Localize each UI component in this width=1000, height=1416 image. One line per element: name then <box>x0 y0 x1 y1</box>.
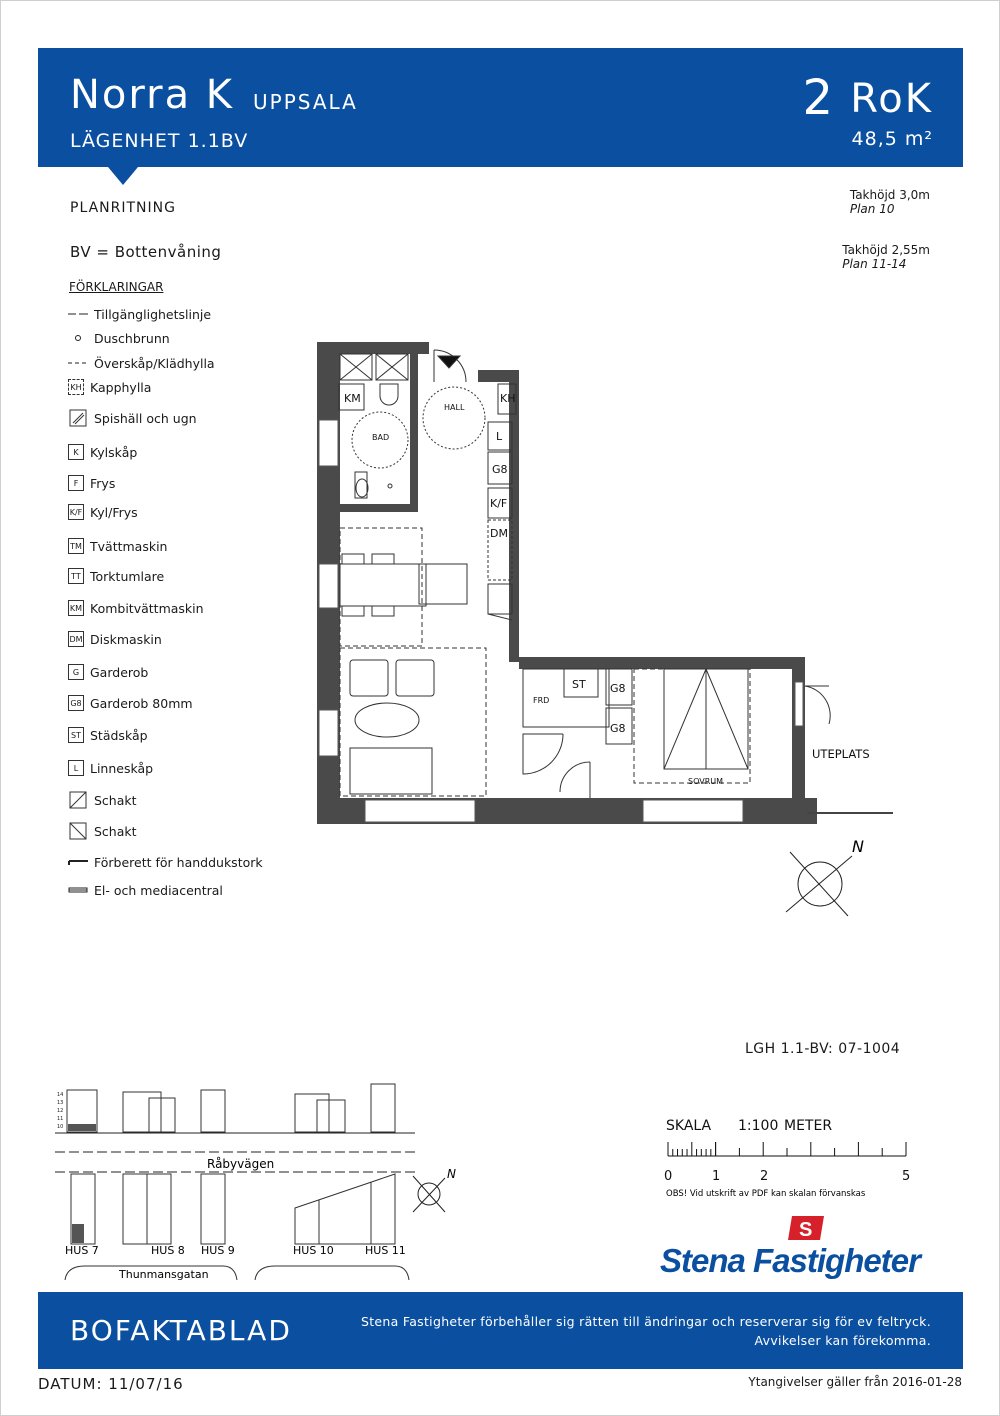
exterior-walls <box>317 342 817 824</box>
legend-item <box>68 378 151 396</box>
wardrobe-80-icon: G8 <box>68 695 84 711</box>
footer-title: BOFAKTABLAD <box>70 1314 292 1347</box>
legend-item <box>68 663 148 681</box>
legend-item <box>68 329 170 347</box>
date-label: DATUM: 11/07/16 <box>38 1375 184 1393</box>
freezer-icon: F <box>68 475 84 491</box>
stena-flag-icon <box>788 1214 828 1242</box>
legend-item <box>68 853 263 871</box>
coat-rack-icon: KH <box>68 379 84 395</box>
rooms-number: 2 <box>802 70 833 126</box>
scale-tick-label: 0 <box>664 1169 673 1184</box>
ceiling-height-text: Takhöjd 3,0m <box>849 188 930 202</box>
bv-label: BV = Bottenvåning <box>70 243 222 261</box>
bedroom-label: SOVRUM <box>688 777 724 786</box>
linen-label: L <box>496 430 503 443</box>
patio-label: UTEPLATS <box>812 747 870 761</box>
valid-from-label: Ytangivelser gäller från 2016-01-28 <box>748 1375 962 1389</box>
logo-wordmark: Stena Fastigheter <box>660 1242 920 1279</box>
ceiling-height-1 <box>850 188 930 216</box>
scale-note: OBS! Vid utskrift av PDF kan skalan förvanskas <box>666 1189 866 1199</box>
legend-label: Duschbrunn <box>94 330 170 346</box>
windows <box>319 420 803 822</box>
legend-item <box>68 305 211 323</box>
legend-label: Kapphylla <box>90 379 152 395</box>
dryer-icon: TT <box>68 568 84 584</box>
linen-cabinet-icon: L <box>68 760 84 776</box>
legend-item <box>68 694 193 712</box>
legend-item <box>68 354 215 372</box>
legend-label: Torktumlare <box>90 568 165 584</box>
north-label: N <box>852 837 864 856</box>
legend-label: Överskåp/Klädhylla <box>94 355 215 371</box>
legend-item <box>68 537 167 555</box>
site-north-label: N <box>447 1167 456 1181</box>
fridge-icon: K <box>68 444 84 460</box>
legend-title: FÖRKLARINGAR <box>69 280 164 294</box>
plan-label: PLANRITNING <box>70 200 176 216</box>
legend-label: Linneskåp <box>90 760 154 776</box>
legend-item <box>68 503 138 521</box>
house-label: HUS 11 <box>365 1244 406 1257</box>
apartment-id: LGH 1.1-BV: 07-1004 <box>745 1041 901 1057</box>
property-title: Norra K <box>70 72 235 118</box>
legend-label: Tillgänglighetslinje <box>94 306 212 322</box>
legend-item <box>68 759 153 777</box>
hall-label: HALL <box>444 403 465 412</box>
wardrobe-icon: G <box>68 664 84 680</box>
bedroom-wardrobe-label: G8 <box>610 682 626 695</box>
legend-item <box>68 599 204 617</box>
street-bottom-label: Thunmansgatan <box>119 1268 209 1281</box>
house-label: HUS 9 <box>201 1244 235 1257</box>
accessibility-line-icon <box>68 306 88 322</box>
legend-label: Förberett för handdukstork <box>94 854 263 870</box>
area-label: 48,5 m² <box>851 128 933 150</box>
drain-icon <box>68 330 88 346</box>
coat-rack-label: KH <box>500 392 516 405</box>
floor-number: 12 <box>57 1108 64 1114</box>
site-compass-icon <box>413 1167 456 1212</box>
legend-label: Schakt <box>94 823 137 839</box>
scale-bar <box>660 1112 920 1204</box>
north-compass <box>780 830 890 930</box>
legend-label: Kylskåp <box>90 444 138 460</box>
footer-band <box>38 1292 963 1369</box>
legend-label: Kyl/Frys <box>90 504 138 520</box>
legend-item <box>68 474 115 492</box>
house-label: HUS 7 <box>65 1244 99 1257</box>
fixtures <box>339 350 893 813</box>
scale-unit: METER <box>784 1118 833 1134</box>
ceiling-height-2 <box>842 243 930 271</box>
towel-rail-icon <box>68 854 88 870</box>
legend-item <box>68 567 164 585</box>
stena-logo <box>660 1212 960 1282</box>
washer-icon: TM <box>68 538 84 554</box>
floor-number: 11 <box>57 1116 64 1122</box>
legend-item <box>68 881 223 899</box>
floor-number: 10 <box>57 1124 64 1130</box>
legend-label: Schakt <box>94 792 137 808</box>
house-label: HUS 10 <box>293 1244 334 1257</box>
dishwasher-icon: DM <box>68 631 84 647</box>
header-band <box>38 48 963 167</box>
legend-item <box>68 791 137 809</box>
floor-number: 13 <box>57 1100 64 1106</box>
cleaning-cabinet-label: ST <box>572 678 586 691</box>
dishwasher-label: DM <box>490 527 508 540</box>
legend-item <box>68 630 162 648</box>
ceiling-height-text: Takhöjd 2,55m <box>842 243 930 257</box>
floor-plan <box>310 320 910 830</box>
apartment-marker <box>72 1224 84 1243</box>
legend-item <box>68 443 137 461</box>
bedroom-wardrobe-label: G8 <box>610 722 626 735</box>
shaft-icon <box>68 792 88 808</box>
header-arrow <box>108 167 138 185</box>
fridge-freezer-icon: K/F <box>68 504 84 520</box>
media-central-icon <box>68 882 88 898</box>
legend-item <box>68 409 197 427</box>
site-plan <box>55 1080 475 1285</box>
wardrobe-label: G8 <box>492 463 508 476</box>
legend-label: Garderob 80mm <box>90 695 193 711</box>
unit-label: LÄGENHET 1.1BV <box>70 130 249 152</box>
legend-label: Kombitvättmaskin <box>90 600 204 616</box>
storage-label: FRD <box>533 696 550 705</box>
building-elevations <box>67 1084 395 1132</box>
street-bottom-curve <box>255 1266 409 1280</box>
legend-item <box>68 822 137 840</box>
cleaning-cabinet-icon: ST <box>68 727 84 743</box>
apartment-floor-marker <box>68 1124 96 1131</box>
combi-washer-icon: KM <box>68 600 84 616</box>
scale-ratio: 1:100 <box>738 1118 779 1134</box>
house-label: HUS 8 <box>151 1244 185 1257</box>
scale-tick-label: 5 <box>902 1169 911 1184</box>
km-label: KM <box>344 392 361 405</box>
ceiling-plan-text: Plan 10 <box>849 202 895 216</box>
legend-label: Frys <box>90 475 116 491</box>
legend-label: Diskmaskin <box>90 631 162 647</box>
ceiling-plan-text: Plan 11-14 <box>842 257 907 271</box>
scale-ticks <box>668 1142 906 1156</box>
footer-disclaimer: Stena Fastigheter förbehåller sig rätten till ändringar och reserverar sig för ev feltryck. <box>360 1314 931 1329</box>
fridge-freezer-label: K/F <box>490 497 508 510</box>
legend-item <box>68 726 148 744</box>
scale-tick-label: 1 <box>712 1169 721 1184</box>
building-footprints <box>71 1174 395 1244</box>
shaft-alt-icon <box>68 823 88 839</box>
legend-label: Spishäll och ugn <box>94 410 197 426</box>
floor-number: 14 <box>57 1092 64 1098</box>
scale-label: SKALA <box>666 1118 712 1134</box>
street-top-label: Råbyvägen <box>207 1157 275 1171</box>
legend-label: Städskåp <box>90 727 148 743</box>
legend-label: El- och mediacentral <box>94 882 223 898</box>
scale-tick-label: 2 <box>760 1169 769 1184</box>
bathroom-label: BAD <box>372 433 390 442</box>
logo-mark-letter: S <box>799 1219 813 1241</box>
stove-icon <box>68 410 88 426</box>
footer-disclaimer: Avvikelser kan förekomma. <box>754 1333 931 1348</box>
dashed-line-icon <box>68 355 88 371</box>
rooms-label: RoK <box>850 76 933 122</box>
city-label: UPPSALA <box>253 90 358 114</box>
legend-label: Garderob <box>90 664 149 680</box>
legend-label: Tvättmaskin <box>90 538 168 554</box>
